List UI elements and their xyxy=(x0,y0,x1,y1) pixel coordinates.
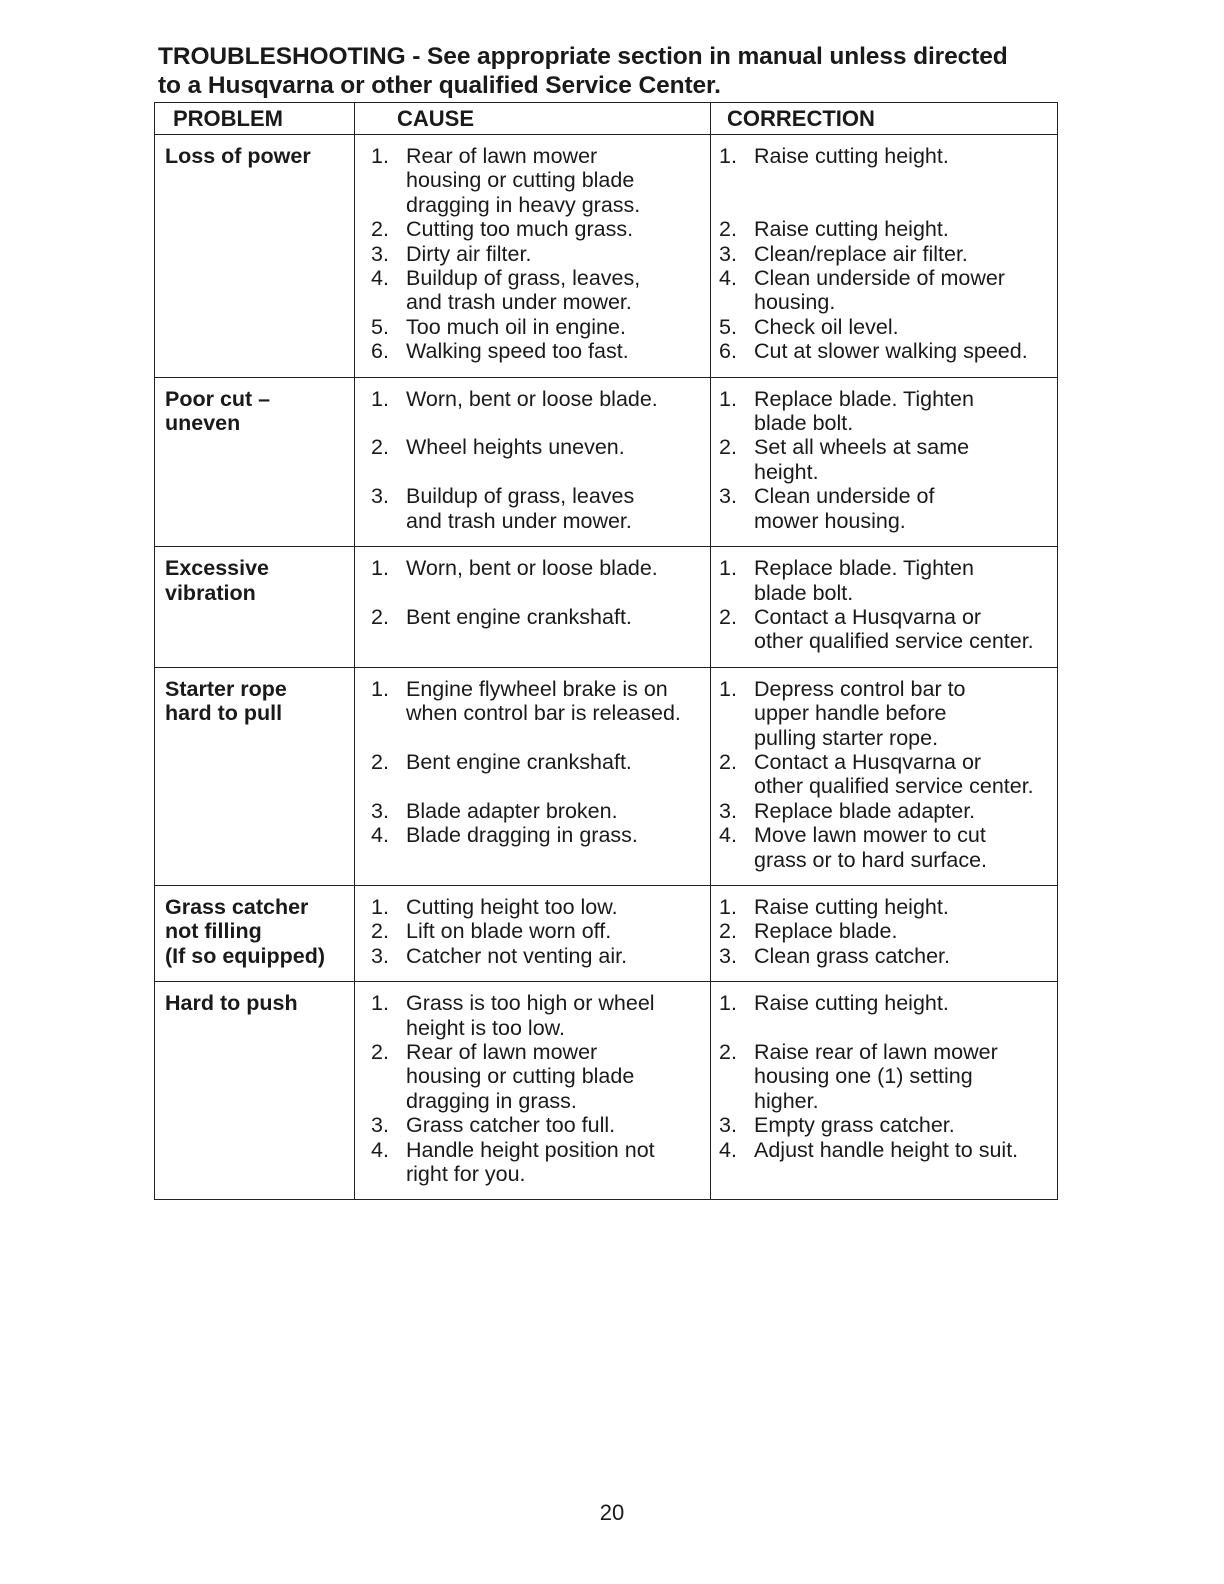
problem-text: (If so equipped) xyxy=(165,943,326,968)
problem-text: uneven xyxy=(165,411,241,436)
correction-cell xyxy=(711,982,1058,1200)
problem-text: Starter rope xyxy=(165,676,287,701)
problem-text: not filling xyxy=(165,919,262,944)
list-item: 4. Buildup of grass, leaves, and trash under mower. xyxy=(371,266,641,315)
title-line-2: to a Husqvarna or other qualified Service Center. xyxy=(158,72,721,99)
table-header-row xyxy=(155,103,1058,135)
cause-cell xyxy=(355,547,711,668)
list-item: 1. Cutting height too low. xyxy=(371,894,618,919)
list-item: 1. Engine flywheel brake is on when control bar is released. xyxy=(371,676,681,726)
table-row xyxy=(155,982,1058,1200)
list-item: 1. Raise cutting height. xyxy=(719,991,949,1016)
list-item: 6. Cut at slower walking speed. xyxy=(719,339,1028,364)
list-item: 4. Handle height position not right for you. xyxy=(371,1137,655,1187)
problem-text: hard to pull xyxy=(165,701,283,726)
list-item: 5. Too much oil in engine. xyxy=(371,314,626,339)
problem-cell xyxy=(155,377,355,546)
problem-text: Grass catcher xyxy=(165,894,309,919)
list-item: 2. Replace blade. xyxy=(719,919,898,944)
list-item: 6. Walking speed too fast. xyxy=(371,339,629,364)
list-item: 4. Clean underside of mower housing. xyxy=(719,266,1005,315)
list-item: 3. Catcher not venting air. xyxy=(371,943,628,968)
problem-text: Poor cut – xyxy=(165,386,271,411)
problem-cell xyxy=(155,547,355,668)
cause-cell xyxy=(355,135,711,378)
correction-cell xyxy=(711,885,1058,981)
title-line-1: TROUBLESHOOTING - See appropriate section in manual unless directed xyxy=(158,43,1008,70)
problem-text: Hard to push xyxy=(165,991,298,1016)
problem-text: Loss of power xyxy=(165,144,311,168)
header-cause: CAUSE xyxy=(355,103,711,135)
list-item: 3. Dirty air filter. xyxy=(371,241,532,266)
list-item: 3. Grass catcher too full. xyxy=(371,1113,616,1138)
table-row xyxy=(155,135,1058,378)
list-item: 3. Replace blade adapter. xyxy=(719,798,976,823)
list-item: 4. Blade dragging in grass. xyxy=(371,823,638,848)
correction-cell xyxy=(711,547,1058,668)
cause-cell xyxy=(355,982,711,1200)
page-number: 20 xyxy=(599,1500,625,1525)
list-item: 3. Clean grass catcher. xyxy=(719,943,950,968)
list-item: 1. Rear of lawn mower housing or cutting blade dragging in heavy grass. xyxy=(371,144,641,217)
list-item: 2. Bent engine crankshaft. xyxy=(371,604,632,629)
list-item: 2. Raise cutting height. xyxy=(719,217,949,242)
table-row xyxy=(155,547,1058,668)
correction-cell xyxy=(711,667,1058,885)
problem-cell xyxy=(155,135,355,378)
list-item: 2. Lift on blade worn off. xyxy=(371,919,612,944)
page-title xyxy=(158,42,1078,100)
table-row xyxy=(155,667,1058,885)
list-item: 3. Empty grass catcher. xyxy=(719,1113,955,1138)
list-item: 2. Bent engine crankshaft. xyxy=(371,749,632,774)
list-item: 1. Replace blade. Tighten blade bolt. xyxy=(719,556,974,605)
list-item: 1. Replace blade. Tighten blade bolt. xyxy=(719,386,974,436)
list-item: 1. Raise cutting height. xyxy=(719,894,949,919)
header-problem: PROBLEM xyxy=(155,103,355,135)
problem-cell xyxy=(155,885,355,981)
list-item: 2. Cutting too much grass. xyxy=(371,217,634,242)
table-row xyxy=(155,377,1058,546)
list-item: 2. Raise rear of lawn mower housing one (1) setting higher. xyxy=(719,1039,998,1113)
header-correction: CORRECTION xyxy=(711,103,1058,135)
list-item: 1. Depress control bar to upper handle before pulling starter rope. xyxy=(719,676,966,750)
problem-cell xyxy=(155,982,355,1200)
list-item: 2. Set all wheels at same height. xyxy=(719,435,970,484)
table-row xyxy=(155,885,1058,981)
list-item: 2. Rear of lawn mower housing or cutting blade dragging in grass. xyxy=(371,1040,635,1113)
list-item: 3. Clean/replace air filter. xyxy=(719,241,968,266)
correction-cell xyxy=(711,377,1058,546)
list-item: 4. Move lawn mower to cut grass or to hard surface. xyxy=(719,823,988,872)
list-item: 3. Blade adapter broken. xyxy=(371,798,618,823)
list-item: 4. Adjust handle height to suit. xyxy=(719,1137,1019,1162)
problem-text: Excessive xyxy=(165,556,270,581)
list-item: 1. Worn, bent or loose blade. xyxy=(371,556,658,581)
list-item: 1. Raise cutting height. xyxy=(719,144,949,168)
problem-cell xyxy=(155,667,355,885)
troubleshooting-table xyxy=(154,102,1058,1200)
list-item: 3. Clean underside of mower housing. xyxy=(719,484,935,533)
list-item: 2. Contact a Husqvarna or other qualified service center. xyxy=(719,749,1034,799)
list-item: 5. Check oil level. xyxy=(719,314,899,339)
cause-cell xyxy=(355,377,711,546)
list-item: 1. Worn, bent or loose blade. xyxy=(371,386,658,411)
cause-cell xyxy=(355,885,711,981)
list-item: 1. Grass is too high or wheel height is too low. xyxy=(371,991,655,1040)
list-item: 2. Contact a Husqvarna or other qualified service center. xyxy=(719,604,1034,654)
list-item: 2. Wheel heights uneven. xyxy=(371,435,625,460)
problem-text: vibration xyxy=(165,580,256,605)
list-item: 3. Buildup of grass, leaves and trash under mower. xyxy=(371,484,635,533)
correction-cell xyxy=(711,135,1058,378)
cause-cell xyxy=(355,667,711,885)
